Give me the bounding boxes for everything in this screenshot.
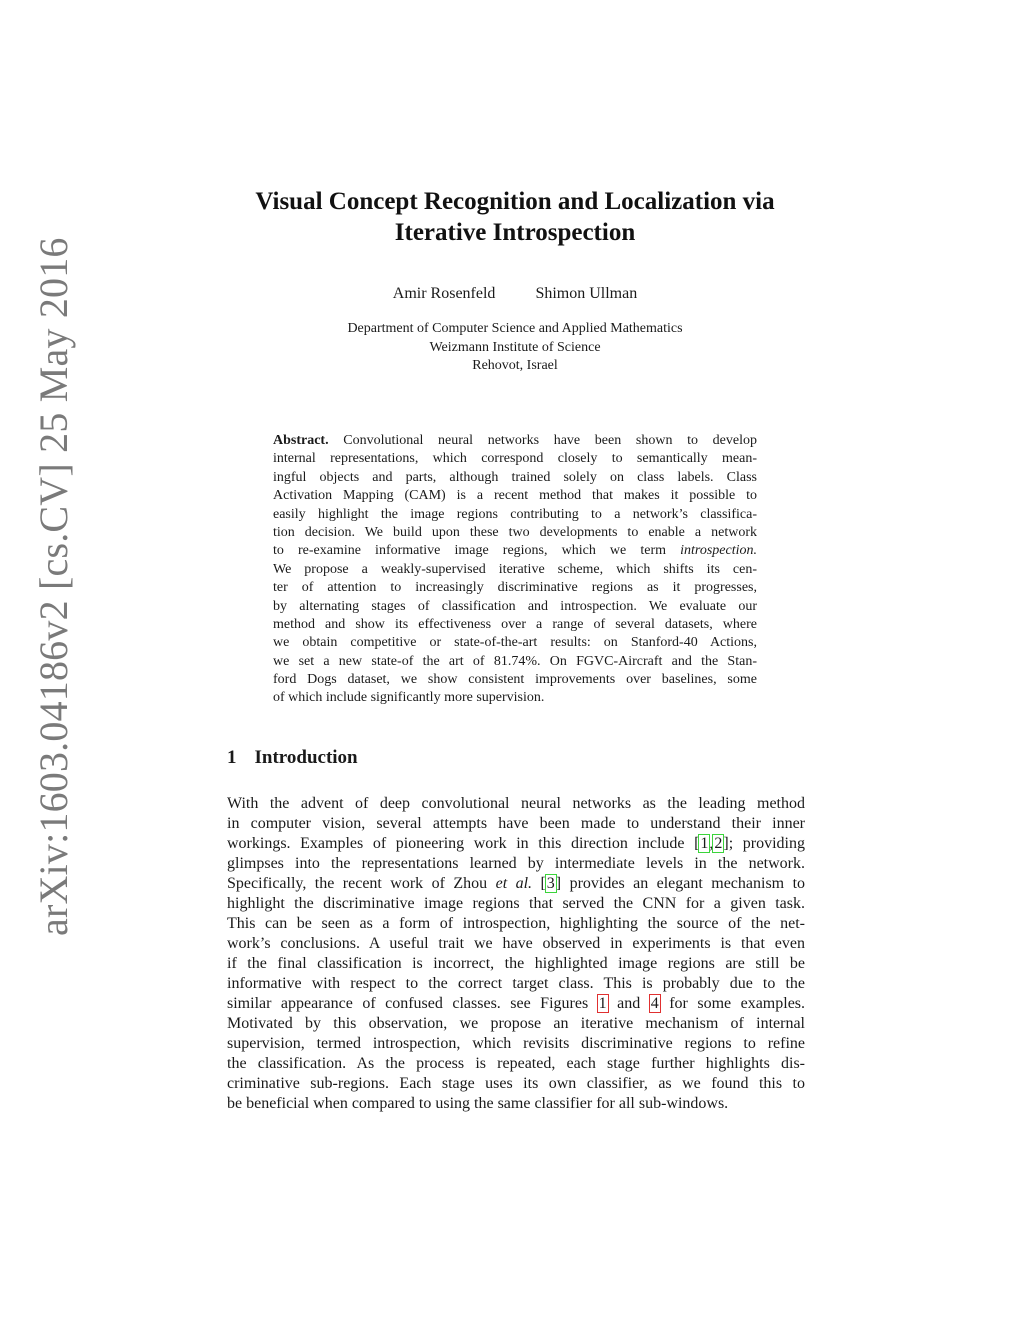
abstract-text: to re-examine informative image regions, which we term	[273, 543, 667, 559]
body-text-span: for some examples.	[669, 995, 806, 1012]
section-number: 1	[227, 747, 237, 768]
abstract-line: we set a new state-of the art of 81.74%. On FGVC-Aircraft and the Stan-	[273, 653, 757, 669]
citation-bracket: [	[540, 875, 546, 892]
body-line: With the advent of deep convolutional neural networks as the leading method	[227, 795, 805, 812]
abstract-line: of which include significantly more supervision.	[273, 690, 545, 706]
body-line: glimpses into the representations learned by intermediate levels in the network.	[227, 855, 805, 872]
et-al-emphasis: et al.	[495, 875, 533, 892]
arxiv-identifier-stamp: arXiv:1603.04186v2 [cs.CV] 25 May 2016	[31, 237, 76, 936]
abstract-line: easily highlight the image regions contributing to a network’s classifica-	[273, 506, 757, 522]
abstract-line: ingful objects and parts, although trained solely on class labels. Class	[273, 469, 757, 485]
abstract-line: method and show its effectiveness over a range of several datasets, where	[273, 616, 757, 632]
abstract-line: We propose a weakly-supervised iterative scheme, which shifts its cen-	[273, 561, 757, 577]
affiliation-institute: Weizmann Institute of Science	[429, 339, 601, 355]
abstract-emphasis: introspection.	[680, 543, 757, 559]
body-line: in computer vision, several attempts have been made to understand their inner	[227, 815, 805, 832]
body-line: work’s conclusions. A useful trait we have observed in experiments is that even	[227, 935, 805, 952]
body-line: if the final classification is incorrect, the highlighted image regions are still be	[227, 955, 805, 972]
abstract-line: ter of attention to increasingly discriminative regions as it progresses,	[273, 580, 757, 596]
section-title: Introduction	[254, 747, 358, 768]
body-line: criminative sub-regions. Each stage uses its own classifier, as we found this to	[227, 1075, 805, 1092]
abstract-line: Activation Mapping (CAM) is a recent method that makes it possible to	[273, 488, 757, 504]
body-line: informative with respect to the correct target class. This is probably due to the	[227, 975, 805, 992]
abstract-line	[273, 542, 757, 560]
body-line: the classification. As the process is repeated, each stage further highlights dis-	[227, 1055, 805, 1072]
paper-title	[200, 186, 830, 248]
citation-bracket: ]	[555, 875, 562, 892]
body-line	[227, 874, 805, 894]
body-line: be beneficial when compared to using the same classifier for all sub-windows.	[227, 1095, 729, 1112]
body-line: This can be seen as a form of introspection, highlighting the source of the net-	[227, 915, 805, 932]
abstract-line: tion decision. We build upon these two developments to enable a network	[273, 524, 757, 540]
abstract-line: we obtain competitive or state-of-the-art results: on Stanford-40 Actions,	[273, 635, 757, 651]
affiliation-department: Department of Computer Science and Applied Mathematics	[347, 321, 683, 336]
body-text-span: Specifically, the recent work of Zhou	[227, 875, 488, 892]
citation-link-2[interactable]: 2	[714, 835, 723, 852]
citation-link-3[interactable]: 3	[546, 875, 555, 892]
body-text-span: workings. Examples of pioneering work in this direction include [	[227, 835, 700, 852]
body-text-span: ]; providing	[723, 835, 805, 852]
body-text-span: and	[617, 995, 641, 1012]
title-line-1: Visual Concept Recognition and Localization via	[255, 188, 775, 215]
affiliation	[200, 320, 830, 376]
abstract-label: Abstract.	[273, 433, 329, 448]
author-name: Shimon Ullman	[535, 285, 638, 302]
figure-link-1[interactable]: 1	[598, 995, 607, 1012]
citation-separator: ,	[709, 835, 714, 852]
title-line-2: Iterative Introspection	[394, 219, 636, 246]
body-line: highlight the discriminative image regions that served the CNN for a given task.	[227, 895, 805, 912]
affiliation-location: Rehovot, Israel	[472, 358, 558, 373]
body-text-span: similar appearance of confused classes. see Figures	[227, 995, 589, 1012]
body-text-span: provides an elegant mechanism to	[569, 875, 806, 892]
citation-link-1[interactable]: 1	[700, 835, 709, 852]
body-line: Motivated by this observation, we propose an iterative mechanism of internal	[227, 1015, 805, 1032]
abstract-line: internal representations, which correspond closely to semantically mean-	[273, 451, 757, 467]
abstract-line: by alternating stages of classification and introspection. We evaluate our	[273, 598, 757, 614]
body-line	[227, 834, 805, 854]
author-list	[200, 284, 830, 304]
body-line	[227, 994, 805, 1014]
body-line: supervision, termed introspection, which revisits discriminative regions to refine	[227, 1035, 805, 1052]
abstract-line: ford Dogs dataset, we show consistent improvements over baselines, some	[273, 672, 757, 688]
introduction-body	[227, 794, 805, 1114]
author-name: Amir Rosenfeld	[392, 285, 496, 302]
abstract-line	[273, 432, 757, 450]
abstract	[273, 432, 757, 708]
section-heading-introduction	[227, 746, 358, 770]
figure-link-4[interactable]: 4	[650, 995, 659, 1012]
abstract-text: Convolutional neural networks have been shown to develop	[343, 433, 757, 448]
